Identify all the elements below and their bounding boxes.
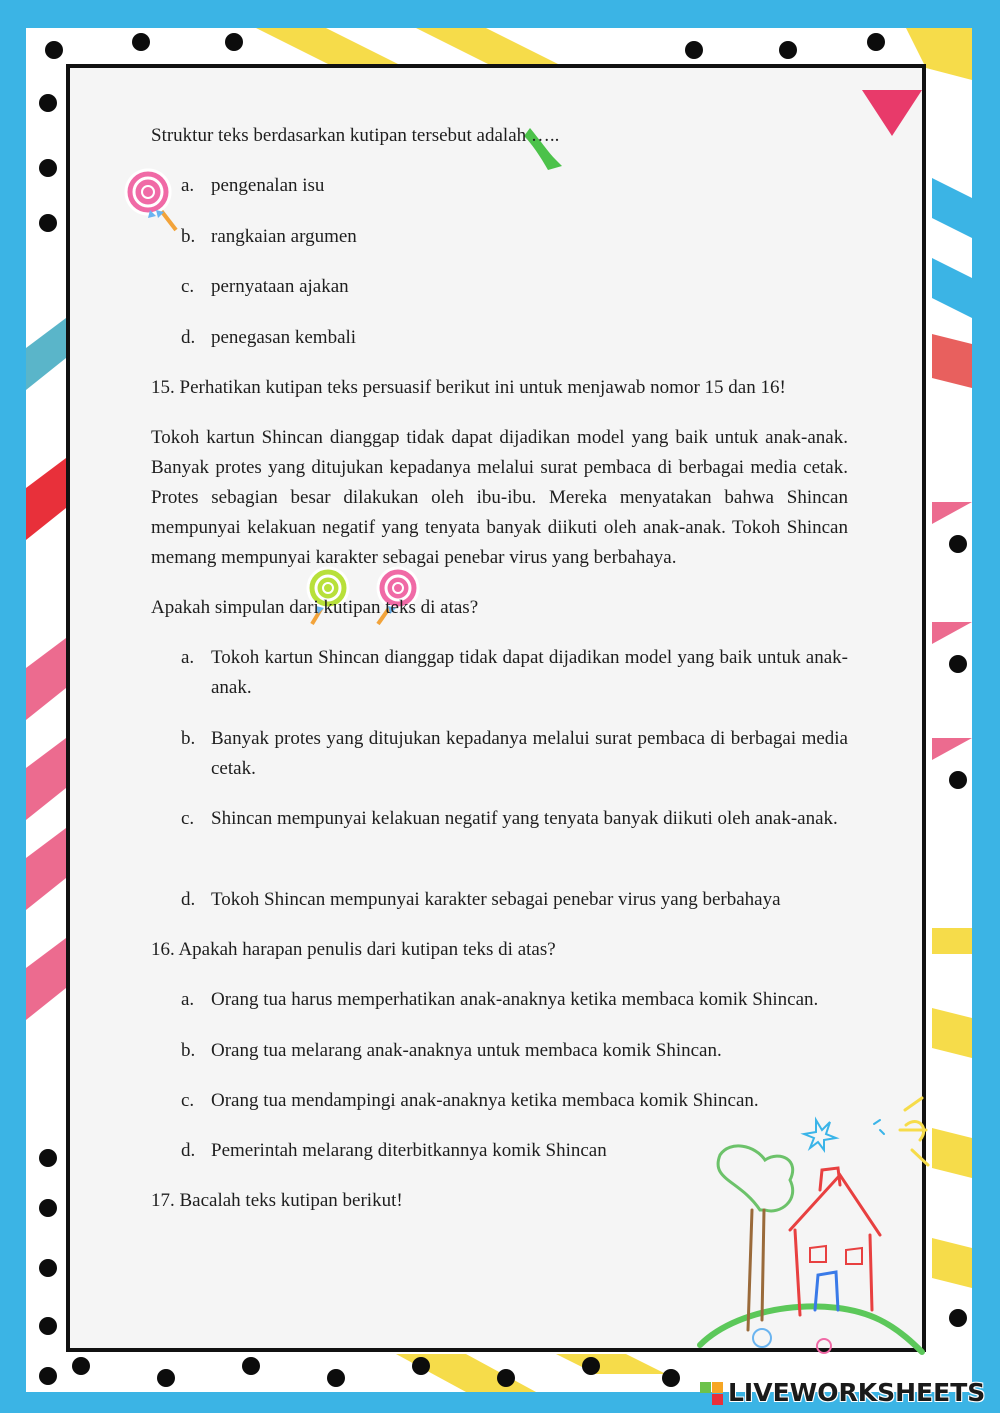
liveworksheets-logo-icon — [700, 1382, 724, 1406]
q14-option-c[interactable] — [181, 272, 851, 302]
option-text: pengenalan isu — [211, 175, 325, 196]
q15-option-b[interactable] — [181, 724, 849, 784]
q14-stem: Struktur teks berdasarkan kutipan tersebut adalah ….. — [151, 125, 560, 146]
q17-stem: 17. Bacalah teks kutipan berikut! — [151, 1190, 403, 1211]
option-text: Shincan mempunyai kelakuan negatif yang tenyata banyak diikuti oleh anak-anak. — [211, 808, 838, 829]
q16-option-c[interactable] — [181, 1086, 851, 1116]
option-text: Orang tua harus memperhatikan anak-anaknya ketika membaca komik Shincan. — [211, 989, 819, 1010]
option-text: Tokoh kartun Shincan dianggap tidak dapat dijadikan model yang baik untuk anak-anak. — [211, 647, 848, 698]
q15-passage: Tokoh kartun Shincan dianggap tidak dapat dijadikan model yang baik untuk anak-anak. Banyak protes yang ditujukan kepadanya melalui surat pembaca di berbagai media cetak. Protes sebagian besar dilakukan oleh ibu-ibu. Mereka menyatakan bahwa Shincan mempunyai kelakuan negatif yang tenyata banyak diikuti oleh anak-anak. Tokoh Shincan memang mempunyai karakter sebagai penebar virus yang berbahaya. — [151, 427, 848, 568]
liveworksheets-watermark[interactable] — [700, 1376, 996, 1410]
option-text: rangkaian argumen — [211, 226, 357, 247]
q15-option-a[interactable] — [181, 643, 849, 703]
option-letter: c. — [181, 276, 195, 297]
q15-option-d[interactable] — [181, 885, 849, 915]
option-letter: d. — [181, 327, 196, 348]
option-text: Orang tua melarang anak-anaknya untuk membaca komik Shincan. — [211, 1040, 722, 1061]
option-letter: c. — [181, 1090, 195, 1111]
q15-stem: Apakah simpulan dari kutipan teks di atas? — [151, 597, 479, 618]
option-text: Tokoh Shincan mempunyai karakter sebagai penebar virus yang berbahaya — [211, 889, 781, 910]
pink-triangle — [862, 90, 922, 136]
option-text: Pemerintah melarang diterbitkannya komik Shincan — [211, 1140, 607, 1161]
option-letter: b. — [181, 728, 196, 749]
option-text: pernyataan ajakan — [211, 276, 349, 297]
option-letter: b. — [181, 226, 196, 247]
watermark-text: LIVEWORKSHEETS — [728, 1378, 986, 1407]
q14-option-b[interactable] — [181, 222, 851, 252]
q14-option-d[interactable] — [181, 323, 851, 353]
q15-intro: 15. Perhatikan kutipan teks persuasif berikut ini untuk menjawab nomor 15 dan 16! — [151, 377, 786, 398]
option-letter: b. — [181, 1040, 196, 1061]
option-letter: a. — [181, 989, 195, 1010]
option-text: Banyak protes yang ditujukan kepadanya melalui surat pembaca di berbagai media cetak. — [211, 728, 848, 779]
q16-option-a[interactable] — [181, 985, 851, 1015]
option-letter: c. — [181, 808, 195, 829]
q16-option-b[interactable] — [181, 1036, 851, 1066]
q16-option-d[interactable] — [181, 1136, 851, 1166]
q15-option-c[interactable] — [181, 804, 849, 864]
q14-option-a[interactable] — [181, 171, 851, 201]
option-text: penegasan kembali — [211, 327, 357, 348]
pink-lollipop-icon-1 — [126, 170, 176, 230]
option-text: Orang tua mendampingi anak-anaknya ketika membaca komik Shincan. — [211, 1090, 759, 1111]
option-letter: d. — [181, 889, 196, 910]
option-letter: a. — [181, 175, 195, 196]
option-letter: a. — [181, 647, 195, 668]
q16-stem: 16. Apakah harapan penulis dari kutipan teks di atas? — [151, 939, 556, 960]
option-letter: d. — [181, 1140, 196, 1161]
